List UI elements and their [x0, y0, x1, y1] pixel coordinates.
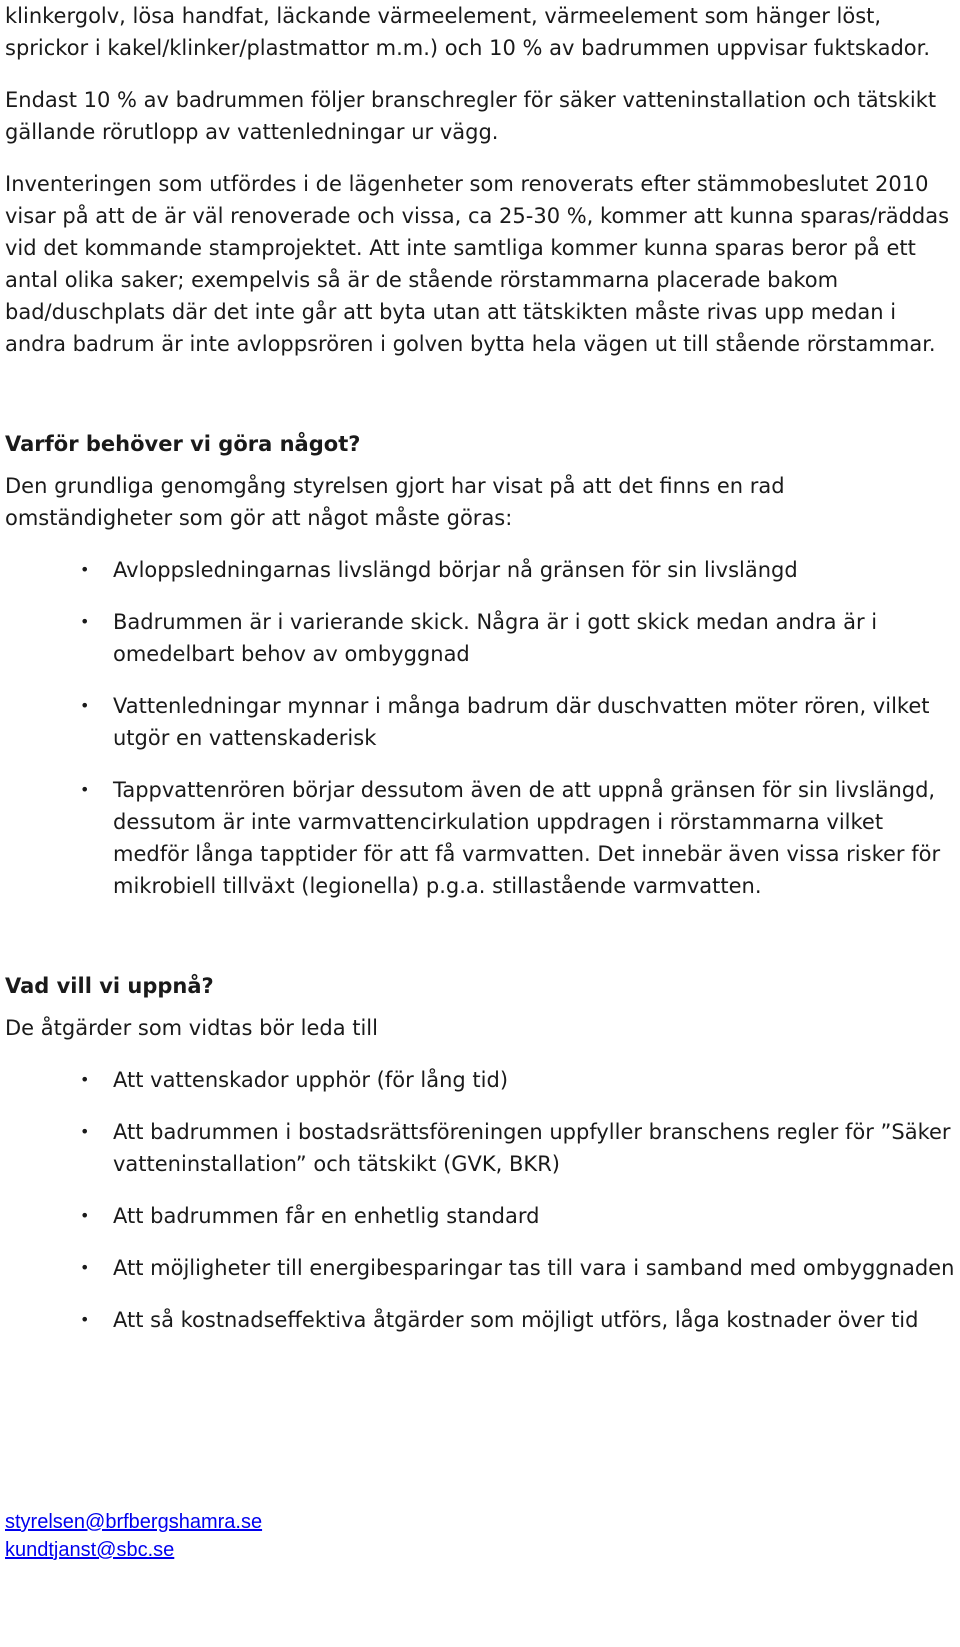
list-item-text: Badrummen är i varierande skick. Några är i gott skick medan andra är i omedelbart behov av ombyggnad: [113, 610, 878, 666]
bullet-icon: •: [80, 780, 90, 799]
bullet-icon: •: [80, 1070, 90, 1089]
list-item-text: Att så kostnadseffektiva åtgärder som möjligt utförs, låga kostnader över tid: [113, 1308, 919, 1332]
list-goal: [5, 1064, 955, 1336]
paragraph-damage-summary: klinkergolv, lösa handfat, läckande värmeelement, värmeelement som hänger löst, sprickor i kakel/klinker/plastmattor m.m.) och 10 % av badrummen uppvisar fuktskador.: [5, 4, 931, 60]
email-link-styrelsen[interactable]: styrelsen@brfbergshamra.se: [5, 1511, 263, 1533]
bullet-icon: •: [80, 560, 90, 579]
intro-goal: De åtgärder som vidtas bör leda till: [5, 1016, 378, 1040]
paragraph-inventory: Inventeringen som utfördes i de lägenheter som renoverats efter stämmobeslutet 2010 visar på att de är väl renoverade och vissa, ca 25-30 %, kommer att kunna sparas/räddas vid det kommande stamprojektet. Att inte samtliga kommer kunna sparas beror på ett antal olika saker; exempelvis så är de stående rörstammarna placerade bakom bad/duschplats där det inte går att byta utan att tätskikten måste rivas upp medan i andra badrum är inte avloppsrören i golven bytta hela vägen ut till stående rörstammar.: [5, 172, 950, 356]
bullet-icon: •: [80, 1310, 90, 1329]
bullet-icon: •: [80, 1206, 90, 1225]
list-item: [5, 1252, 955, 1284]
list-item: [5, 554, 955, 586]
document-page: [5, 0, 955, 1336]
list-item: [5, 606, 955, 670]
bullet-icon: •: [80, 1122, 90, 1141]
list-item-text: Att badrummen får en enhetlig standard: [113, 1204, 540, 1228]
list-item: [5, 690, 955, 754]
bullet-icon: •: [80, 1258, 90, 1277]
bullet-icon: •: [80, 612, 90, 631]
list-item-text: Vattenledningar mynnar i många badrum där duschvatten möter rören, vilket utgör en vattenskaderisk: [113, 694, 930, 750]
list-item: [5, 774, 955, 902]
list-item-text: Att badrummen i bostadsrättsföreningen uppfyller branschens regler för ”Säker vatteninstallation” och tätskikt (GVK, BKR): [113, 1120, 951, 1176]
list-item-text: Avloppsledningarnas livslängd börjar nå gränsen för sin livslängd: [113, 558, 798, 582]
list-item: [5, 1200, 955, 1232]
footer-contacts: [5, 1508, 262, 1564]
email-link-kundtjanst[interactable]: kundtjanst@sbc.se: [5, 1539, 175, 1561]
paragraph-branch-rules: Endast 10 % av badrummen följer branschregler för säker vatteninstallation och tätskikt gällande rörutlopp av vattenledningar ur vägg.: [5, 88, 937, 144]
list-item: [5, 1304, 955, 1336]
intro-why: Den grundliga genomgång styrelsen gjort har visat på att det finns en rad omständigheter som gör att något måste göras:: [5, 474, 785, 530]
list-item: [5, 1116, 955, 1180]
list-item-text: Att möjligheter till energibesparingar tas till vara i samband med ombyggnaden: [113, 1256, 955, 1280]
heading-why: Varför behöver vi göra något?: [5, 432, 361, 456]
bullet-icon: •: [80, 696, 90, 715]
list-item-text: Tappvattenrören börjar dessutom även de att uppnå gränsen för sin livslängd, dessutom är inte varmvattencirkulation uppdragen i rörstammarna vilket medför långa tapptider för att få varmvatten. Det innebär även vissa risker för mikrobiell tillväxt (legionella) p.g.a. stillastående varmvatten.: [113, 778, 941, 898]
heading-goal: Vad vill vi uppnå?: [5, 974, 214, 998]
list-item: [5, 1064, 955, 1096]
list-item-text: Att vattenskador upphör (för lång tid): [113, 1068, 509, 1092]
list-why: [5, 554, 955, 902]
